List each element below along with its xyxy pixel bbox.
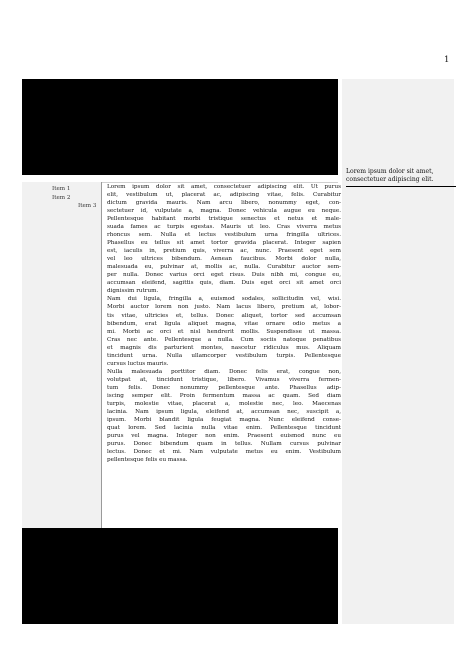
body-text-line: Nam dui ligula, fringilla a, euismod sodales, sollicitudin vel, wisi. (107, 296, 341, 303)
column-divider (101, 182, 102, 528)
body-text-line: Phasellus eu tellus sit amet tortor gravida placerat. Integer sapien (107, 240, 341, 247)
body-text-line: elit, vestibulum ut, placerat ac, adipiscing vitae, felis. Curabitur (107, 192, 341, 199)
body-text-line: per nulla. Donec varius orci eget risus. Duis nibh mi, congue eu, (107, 272, 341, 279)
body-text-line: quat lorem. Sed lacinia nulla vitae enim. Pellentesque tincidunt (107, 424, 341, 431)
body-text-line: rhoncus sem. Nulla et lectus vestibulum urna fringilla ultrices. (107, 232, 341, 239)
body-text-line: Nulla malesuada porttitor diam. Donec felis erat, congue non, (107, 368, 341, 375)
page-number: 1 (444, 55, 450, 65)
body-text-line: accumsan eleifend, sagittis quis, diam. Duis eget orci sit amet orci (107, 280, 341, 287)
body-paragraph (107, 368, 341, 464)
body-text-line: bibendum, erat ligula aliquet magna, vitae ornare odio metus a (107, 320, 341, 327)
body-text-line: pellentesque felis eu massa. (107, 457, 188, 464)
body-text-line: vel leo ultrices bibendum. Aenean faucibus. Morbi dolor nulla, (107, 256, 341, 263)
body-text-line: mi. Morbi ac orci et nisl hendrerit mollis. Suspendisse ut massa. (107, 328, 341, 335)
header-image-block (22, 79, 338, 175)
body-paragraph (107, 295, 341, 367)
body-text-line: Pellentesque habitant morbi tristique senectus et netus et male- (107, 216, 341, 223)
margin-note-item-3: Item 3 (78, 203, 97, 209)
body-text-line: Morbi auctor lorem non justo. Nam lacus libero, pretium at, lobor- (107, 304, 341, 311)
body-text-line: et magnis dis parturient montes, nascetur ridiculus mus. Aliquam (107, 344, 341, 351)
sidebar-caption (346, 168, 456, 187)
body-text-line: tis vitae, ultricies et, tellus. Donec aliquet, tortor sed accumsan (107, 312, 341, 319)
body-paragraph (107, 183, 341, 295)
body-text-line: turpis, molestie vitae, placerat a, molestie nec, leo. Maecenas (107, 400, 341, 407)
body-text-line: sectetuer id, vulputate a, magna. Donec vehicula augue eu neque. (107, 208, 341, 215)
sidebar-caption-line: consectetuer adipiscing elit. (346, 176, 456, 186)
body-text-line: purus. Donec bibendum quam in tellus. Nullam cursus pulvinar (107, 441, 341, 447)
right-sidebar-panel (342, 79, 454, 624)
sidebar-caption-line: Lorem ipsum dolor sit amet, (346, 168, 434, 175)
margin-notes-column (22, 182, 102, 528)
footer-image-block (22, 528, 338, 624)
body-text-line: suada fames ac turpis egestas. Mauris ut leo. Cras viverra metus (107, 224, 341, 231)
body-text-line: lectus. Donec et mi. Nam vulputate metus eu enim. Vestibulum (107, 449, 341, 456)
body-text-line: iscing semper elit. Proin fermentum massa ac quam. Sed diam (107, 392, 341, 399)
body-text-line: tum felis. Donec nonummy pellentesque ante. Phasellus adip- (107, 384, 341, 391)
margin-note-item-2: Item 2 (52, 195, 71, 201)
body-text-line: Lorem ipsum dolor sit amet, consectetuer adipiscing elit. Ut purus (107, 184, 341, 190)
body-text-line: cursus luctus mauris. (107, 360, 169, 367)
margin-note-item-1: Item 1 (52, 186, 71, 192)
body-text-line: dictum gravida mauris. Nam arcu libero, nonummy eget, con- (107, 200, 341, 207)
body-text-line: lacinia. Nam ipsum ligula, eleifend at, accumsan nec, suscipit a, (107, 408, 341, 415)
body-text-line: dignissim rutrum. (107, 288, 159, 295)
body-text-column (107, 183, 341, 464)
body-text-line: tincidunt urna. Nulla ullamcorper vestibulum turpis. Pellentesque (107, 352, 341, 359)
body-text-line: ipsum. Morbi blandit ligula feugiat magna. Nunc eleifend conse- (107, 416, 341, 423)
body-text-line: purus vel magna. Integer non enim. Praesent euismod nunc eu (107, 432, 341, 439)
body-text-line: volutpat at, tincidunt tristique, libero. Vivamus viverra fermen- (107, 376, 341, 383)
body-text-line: malesuada eu, pulvinar at, mollis ac, nulla. Curabitur auctor sem- (107, 264, 341, 271)
body-text-line: Cras nec ante. Pellentesque a nulla. Cum sociis natoque penatibus (107, 336, 341, 343)
body-text-line: est, iaculis in, pretium quis, viverra ac, nunc. Praesent eget sem (107, 248, 341, 255)
